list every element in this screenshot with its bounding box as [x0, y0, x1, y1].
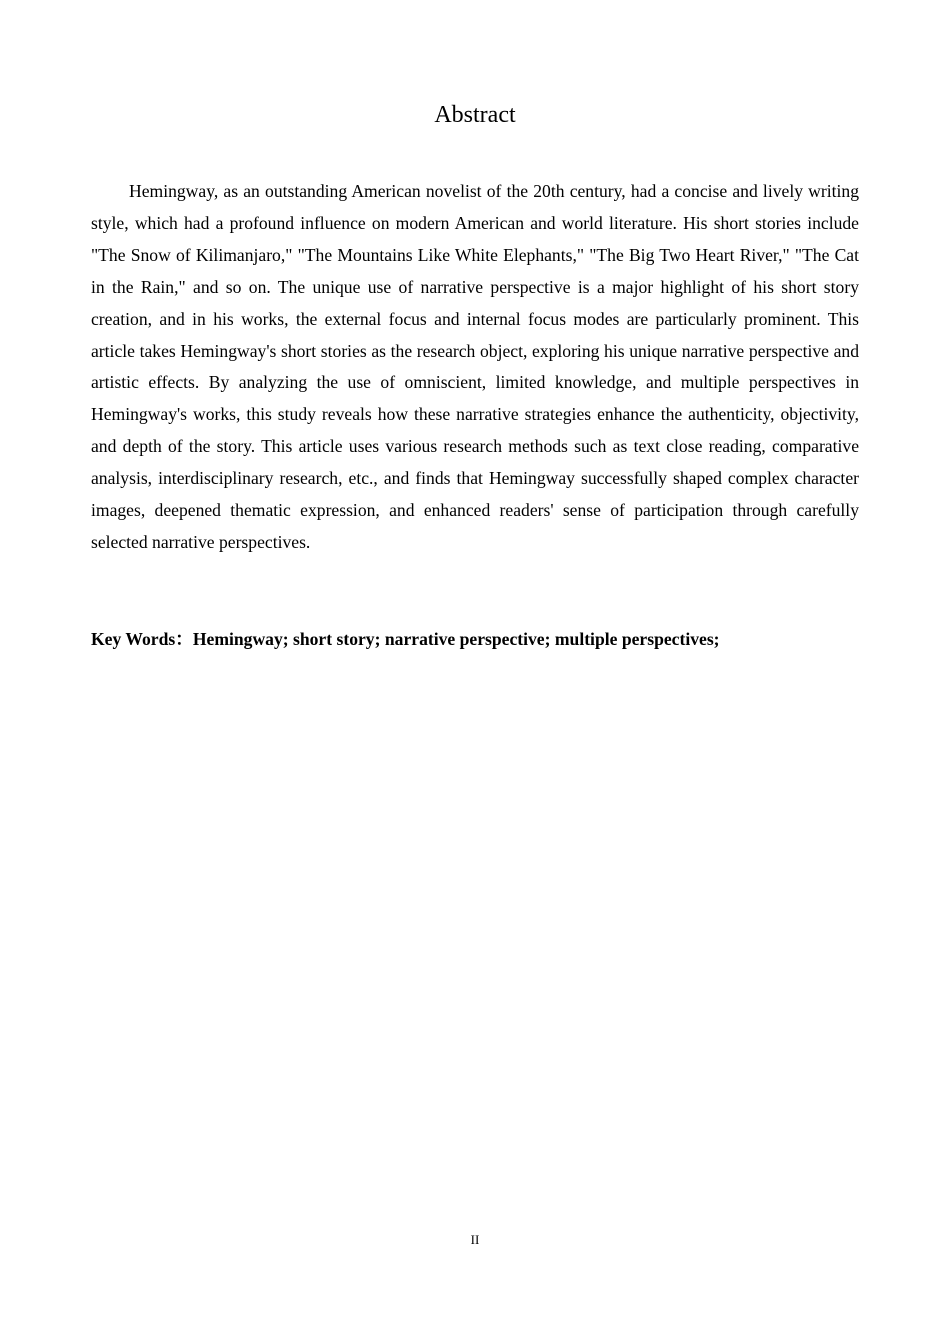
keywords-label: Key Words： [91, 629, 193, 649]
keywords-line [91, 624, 859, 654]
page-number: II [470, 1232, 480, 1247]
page-title: Abstract [434, 102, 516, 128]
abstract-paragraph: Hemingway, as an outstanding American novelist of the 20th century, had a concise and lively writing style, which had a profound influence on modern American and world literature. His short stories include "The Snow of Kilimanjaro," "The Mountains Like White Elephants," "The Big Two Heart River," "The Cat in the Rain," and so on. The unique use of narrative perspective is a major highlight of his short story creation, and in his works, the external focus and internal focus modes are particularly prominent. This article takes Hemingway's short stories as the research object, exploring his unique narrative perspective and artistic effects. By analyzing the use of omniscient, limited knowledge, and multiple perspectives in Hemingway's works, this study reveals how these narrative strategies enhance the authenticity, objectivity, and depth of the story. This article uses various research methods such as text close reading, comparative analysis, interdisciplinary research, etc., and finds that Hemingway successfully shaped complex character images, deepened thematic expression, and enhanced readers' sense of participation through carefully selected narrative perspectives. [91, 181, 859, 552]
keywords-list: Hemingway; short story; narrative perspective; multiple perspectives; [192, 629, 720, 649]
